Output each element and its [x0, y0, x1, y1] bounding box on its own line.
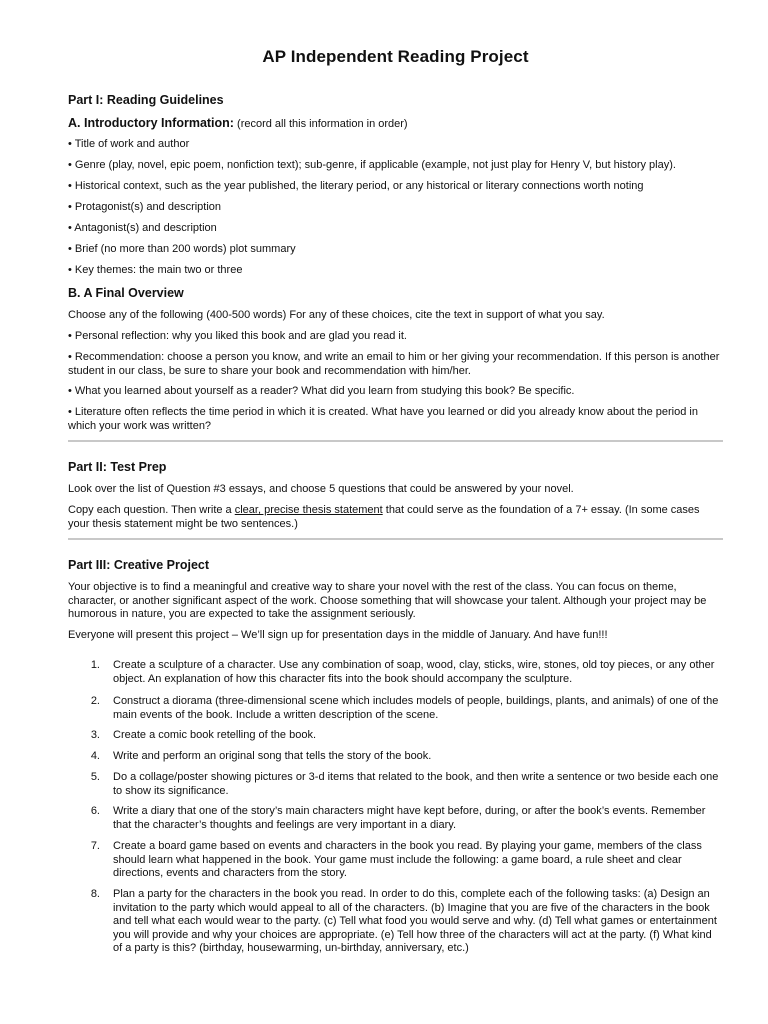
bullet-item: • Personal reflection: why you liked this book and are glad you read it.: [68, 330, 407, 342]
part3-paragraph-2: Everyone will present this project – We’ll sign up for presentation days in the middle of January. And have fun!!!: [68, 629, 608, 641]
section-b-heading: B. A Final Overview: [68, 286, 184, 300]
list-number: 2.: [90, 695, 100, 707]
list-number: 3.: [90, 729, 100, 741]
list-text: Construct a diorama (three-dimensional scene which includes models of people, buildings, plants, and animals) of one of the main events of the book. Include a written description of the scene.: [113, 695, 719, 721]
section-a-title: A. Introductory Information:: [68, 116, 234, 130]
bullet-item: • Recommendation: choose a person you know, and write an email to him or her giving your recommendation. If this person is another student in our class, be sure to share your book and recommendation with him/her.: [68, 351, 720, 377]
part2-paragraph-2: [68, 504, 723, 531]
section-a-note: (record all this information in order): [233, 118, 408, 130]
document-title: AP Independent Reading Project: [262, 47, 529, 66]
bullet-item: • Literature often reflects the time period in which it is created. What have you learned or did you already know about the period in which your work was written?: [68, 406, 698, 432]
list-text: Write a diary that one of the story’s main characters might have kept before, during, or after the book’s events. Remember that the character’s thoughts and feelings are very important in a diary.: [113, 805, 706, 831]
section-divider: [68, 440, 723, 442]
list-number: 5.: [90, 771, 100, 783]
underlined-phrase: clear, precise thesis statement: [234, 504, 383, 516]
list-number: 1.: [90, 659, 100, 671]
bullet-item: • Protagonist(s) and description: [68, 201, 222, 213]
bullet-item: • Brief (no more than 200 words) plot summary: [68, 243, 296, 255]
section-divider: [68, 538, 723, 540]
list-number: 7.: [90, 840, 100, 852]
bullet-item: • What you learned about yourself as a reader? What did you learn from studying this book? Be specific.: [68, 385, 575, 397]
list-number: 8.: [90, 888, 100, 900]
bullet-item: • Key themes: the main two or three: [68, 264, 243, 276]
list-number: 4.: [90, 750, 100, 762]
list-text: Create a sculpture of a character. Use any combination of soap, wood, clay, sticks, wire, stones, old toy pieces, or any other object. An explanation of how this character fits into the book should accompany the sculpture.: [113, 659, 715, 685]
part2-heading: Part II: Test Prep: [68, 460, 167, 474]
part3-heading: Part III: Creative Project: [68, 558, 210, 572]
bullet-item: • Title of work and author: [68, 138, 190, 150]
section-b-intro: Choose any of the following (400-500 words) For any of these choices, cite the text in support of what you say.: [68, 309, 605, 321]
part2-text: that could serve as the foundation of a 7+ essay. (In some cases your thesis statement might be two sentences.): [68, 504, 700, 530]
part2-text: Copy each question. Then write a: [68, 504, 235, 516]
list-text: Create a comic book retelling of the book.: [113, 729, 317, 741]
list-text: Write and perform an original song that tells the story of the book.: [113, 750, 432, 762]
part2-paragraph-1: Look over the list of Question #3 essays, and choose 5 questions that could be answered by your novel.: [68, 483, 574, 495]
list-text: Create a board game based on events and characters in the book you read. By playing your game, members of the class should learn what happened in the book. Your game must include the following: a game board, a rule sheet and clear directions, events and characters from the story.: [113, 840, 702, 879]
part3-paragraph-1: Your objective is to find a meaningful and creative way to share your novel with the rest of the class. You can focus on theme, character, or another significant aspect of the work. Choose something that will showcase your talent. Although your project may be humorous in nature, you are expected to take the assignment seriously.: [68, 581, 707, 620]
list-number: 6.: [90, 805, 100, 817]
bullet-item: • Genre (play, novel, epic poem, nonfiction text); sub-genre, if applicable (example, not just play for Henry V, but history play).: [68, 159, 676, 171]
part1-heading: Part I: Reading Guidelines: [68, 93, 224, 107]
section-a-heading: [68, 116, 408, 130]
bullet-item: • Historical context, such as the year published, the literary period, or any historical or literary connections worth noting: [68, 180, 644, 192]
list-text: Do a collage/poster showing pictures or 3-d items that related to the book, and then write a sentence or two beside each one to show its significance.: [113, 771, 719, 797]
list-text: Plan a party for the characters in the book you read. In order to do this, complete each of the following tasks: (a) Design an invitation to the party which would appeal to all of the characters. (b) Imagine that you are five of the characters in the book and tell what each would wear to the party. (c) Tell what food you would serve and why. (d) Tell what games or entertainment you will provide and why your choices are appropriate. (e) Tell how three of the characters will act at the party. (f) What kind of a party is this? (birthday, housewarming, un-birthday, anniversary, etc.): [113, 888, 717, 954]
bullet-item: • Antagonist(s) and description: [68, 222, 217, 234]
